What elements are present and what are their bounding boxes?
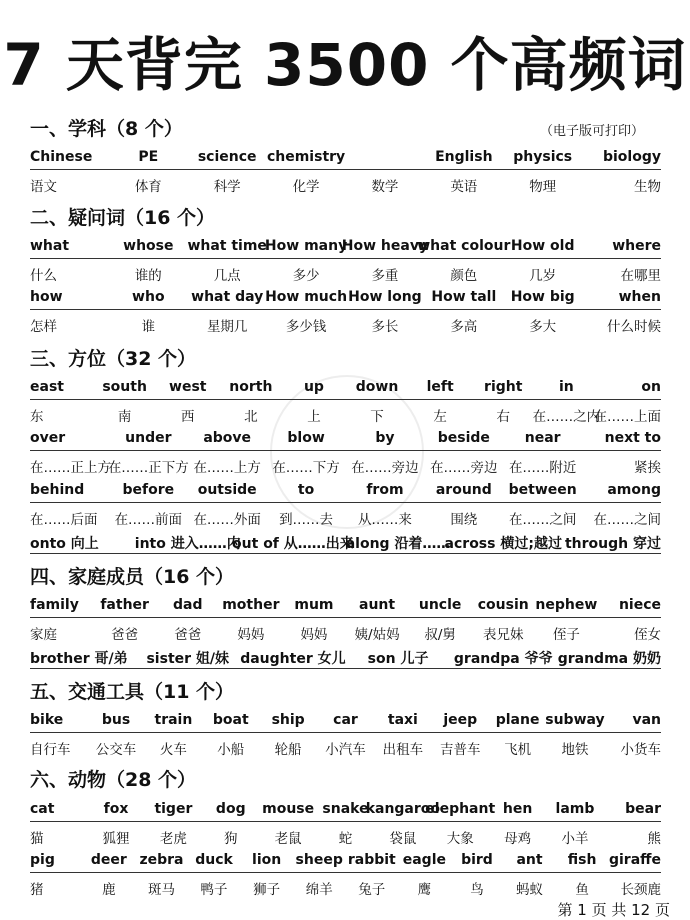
word-cell: 东	[30, 409, 44, 425]
word-cell: bird	[461, 852, 493, 868]
word-cell: 妈妈	[237, 627, 265, 643]
word-cell: 多少	[292, 268, 320, 284]
word-cell: 多少钱	[285, 319, 327, 335]
word-cell: 物理	[529, 179, 557, 195]
word-cell: 蚂蚁	[516, 882, 544, 898]
word-cell: How many	[264, 238, 348, 254]
word-cell: 狮子	[253, 882, 281, 898]
word-cell: 在……正下方	[107, 460, 189, 476]
english-word-row	[30, 850, 661, 873]
word-cell: 妈妈	[300, 627, 328, 643]
word-cell: 西	[181, 409, 195, 425]
word-cell: 围绕	[450, 512, 478, 528]
word-cell: 谁的	[134, 268, 162, 284]
word-cell: beside	[437, 430, 490, 446]
english-word-row	[30, 531, 661, 554]
english-word-row	[30, 147, 661, 170]
word-cell: east	[30, 379, 64, 395]
word-cell: what	[30, 238, 70, 254]
word-cell: 鸟	[470, 882, 484, 898]
page-number: 第 1 页 共 12 页	[557, 901, 670, 919]
page-title: 7 天背完 3500 个高频词	[3, 31, 687, 99]
word-cell: how	[30, 289, 63, 305]
word-cell: aunt	[359, 597, 396, 613]
word-cell: from	[366, 482, 404, 498]
word-cell: 长颈鹿	[620, 882, 661, 898]
word-cell: what colour	[417, 238, 511, 254]
word-cell: by	[375, 430, 395, 446]
word-cell: between	[508, 482, 577, 498]
word-cell: duck	[195, 852, 233, 868]
word-cell: brother 哥/弟	[30, 651, 128, 667]
word-cell: along 沿着……	[345, 536, 451, 552]
word-cell: 谁	[141, 319, 156, 335]
word-cell: north	[229, 379, 273, 395]
chinese-meaning-row	[30, 825, 661, 847]
word-cell: what time	[187, 238, 267, 254]
word-cell: dad	[173, 597, 203, 613]
word-cell: kangaroo	[365, 801, 441, 817]
word-cell: above	[203, 430, 252, 446]
word-cell: sister 姐/妹	[146, 651, 230, 667]
word-cell: biology	[602, 149, 661, 165]
english-word-row	[30, 236, 661, 259]
word-cell: 南	[117, 409, 132, 425]
word-cell: 地铁	[561, 742, 589, 758]
word-cell: 在……上方	[193, 460, 261, 476]
word-cell: 在……旁边	[430, 460, 498, 476]
word-cell: 化学	[292, 179, 320, 195]
chinese-meaning-row	[30, 403, 661, 425]
word-cell: 爸爸	[111, 627, 139, 643]
word-cell: ship	[271, 712, 305, 728]
word-cell: 多高	[450, 319, 478, 335]
english-word-row	[30, 595, 661, 618]
word-cell: bus	[101, 712, 131, 728]
word-cell: How much	[265, 289, 348, 305]
word-cell: 公交车	[95, 742, 137, 758]
english-word-row	[30, 287, 661, 310]
word-cell: sheep	[295, 852, 343, 868]
word-cell: jeep	[443, 712, 478, 728]
word-cell: nephew	[535, 597, 598, 613]
word-cell: 科学	[213, 179, 241, 195]
word-cell: 生物	[634, 179, 661, 195]
word-cell: bear	[625, 801, 661, 817]
word-cell: right	[484, 379, 523, 395]
word-cell: over	[30, 430, 66, 446]
word-cell: near	[524, 430, 561, 446]
word-cell: 小羊	[561, 831, 589, 847]
english-word-row	[30, 428, 661, 451]
word-cell: 小汽车	[325, 742, 366, 758]
word-cell: plane	[495, 712, 540, 728]
section-heading: 五、交通工具（11 个）	[30, 681, 235, 703]
word-cell: English	[435, 149, 493, 165]
word-cell: blow	[287, 430, 325, 446]
word-cell: 在……前面	[114, 512, 183, 528]
chinese-meaning-row	[30, 173, 661, 195]
chinese-meaning-row	[30, 736, 661, 758]
word-cell: 在……之间	[508, 512, 577, 528]
chinese-meaning-row	[30, 506, 661, 528]
word-cell: zebra	[139, 852, 184, 868]
word-cell: among	[607, 482, 661, 498]
word-cell: outside	[197, 482, 257, 498]
word-cell: grandma 奶奶	[557, 651, 661, 667]
chinese-meaning-row	[30, 262, 661, 284]
word-cell: car	[333, 712, 358, 728]
word-cell: 老虎	[159, 831, 187, 847]
word-cell: up	[303, 379, 324, 395]
chinese-meaning-row	[30, 313, 661, 335]
word-cell: 从……来	[357, 512, 412, 528]
word-cell: whose	[123, 238, 174, 254]
word-cell: deer	[90, 852, 127, 868]
word-cell: through 穿过	[564, 536, 661, 552]
word-cell: cat	[30, 801, 55, 817]
word-cell: ant	[516, 852, 543, 868]
word-cell: 爸爸	[174, 627, 202, 643]
word-cell: 飞机	[504, 742, 532, 758]
word-cell: 紧挨	[634, 460, 661, 476]
word-cell: hen	[502, 801, 533, 817]
word-cell: lamb	[555, 801, 595, 817]
word-cell: How long	[348, 289, 422, 305]
section-heading: 四、家庭成员（16 个）	[30, 566, 235, 588]
word-cell: down	[355, 379, 399, 395]
word-cell: daughter 女儿	[240, 651, 346, 667]
word-cell: rabbit	[347, 852, 396, 868]
word-cell: 什么	[30, 268, 57, 284]
word-cell: 多重	[371, 268, 399, 284]
word-cell: van	[632, 712, 661, 728]
word-cell: 大象	[446, 831, 474, 847]
word-cell: grandpa 爷爷	[453, 651, 553, 667]
word-cell: 鹿	[102, 882, 116, 898]
word-cell: mother	[222, 597, 280, 613]
word-cell: pig	[30, 852, 55, 868]
word-cell: 鱼	[575, 882, 589, 898]
word-cell: 体育	[134, 179, 162, 195]
english-word-row	[30, 799, 661, 822]
word-cell: 鸭子	[200, 882, 228, 898]
word-cell: 自行车	[30, 742, 71, 758]
word-cell: 在……附近	[508, 460, 577, 476]
word-cell: left	[426, 379, 454, 395]
word-cell: 叔/舅	[424, 627, 456, 643]
word-cell: 语文	[30, 179, 57, 195]
chinese-meaning-row	[30, 876, 661, 898]
word-cell: what day	[191, 289, 264, 305]
word-cell: 到……去	[279, 512, 334, 528]
word-cell: before	[122, 482, 175, 498]
word-cell: 火车	[159, 742, 187, 758]
word-cell: 颜色	[450, 268, 478, 284]
word-cell: 兔子	[358, 882, 386, 898]
word-cell: How old	[510, 238, 575, 254]
word-cell: 侄女	[634, 627, 661, 643]
word-cell: 在……正上方	[30, 460, 111, 476]
word-cell: 表兄妹	[483, 627, 524, 643]
section-heading: 一、学科（8 个）	[30, 118, 183, 140]
word-cell: Chinese	[30, 149, 93, 165]
word-cell: when	[618, 289, 661, 305]
word-cell: father	[100, 597, 149, 613]
word-cell: mum	[294, 597, 334, 613]
word-cell: 在……后面	[30, 512, 98, 528]
word-cell: tiger	[154, 801, 193, 817]
word-cell: PE	[138, 149, 159, 165]
word-cell: 在……旁边	[351, 460, 419, 476]
word-cell: around	[435, 482, 492, 498]
word-cell: snake	[322, 801, 369, 817]
word-cell: 姨/姑妈	[354, 627, 400, 643]
chinese-meaning-row	[30, 621, 661, 643]
word-cell: 在……上面	[593, 409, 661, 425]
word-cell: 北	[244, 409, 258, 425]
word-cell: next to	[604, 430, 661, 446]
word-cell: 熊	[647, 831, 661, 847]
word-cell: 小货车	[620, 742, 661, 758]
english-word-row	[30, 377, 661, 400]
word-cell: where	[612, 238, 661, 254]
word-cell: in	[558, 379, 574, 395]
word-cell: 小船	[217, 742, 245, 758]
word-cell: 上	[307, 409, 321, 425]
word-cell: taxi	[387, 712, 418, 728]
word-cell: west	[169, 379, 207, 395]
word-cell: 狗	[224, 831, 238, 847]
word-cell: on	[641, 379, 661, 395]
word-cell: family	[30, 597, 79, 613]
word-cell: 家庭	[30, 627, 57, 643]
word-cell: 在……外面	[193, 512, 261, 528]
section-heading: 三、方位（32 个）	[30, 348, 197, 370]
word-cell: 数学	[371, 179, 399, 195]
word-cell: 绵羊	[305, 882, 333, 898]
word-cell: onto 向上	[30, 536, 99, 552]
word-cell: behind	[30, 482, 85, 498]
word-cell: lion	[252, 852, 282, 868]
word-cell: bike	[30, 712, 64, 728]
word-cell: giraffe	[608, 852, 661, 868]
word-cell: uncle	[418, 597, 462, 613]
word-cell: dog	[215, 801, 246, 817]
word-cell: 轮船	[274, 742, 302, 758]
word-cell: out of 从……出来	[232, 536, 354, 552]
word-cell: 几点	[213, 268, 241, 284]
word-cell: 多大	[529, 319, 557, 335]
word-cell: How heavy	[341, 238, 429, 254]
word-cell: to	[297, 482, 315, 498]
word-cell: boat	[212, 712, 249, 728]
word-cell: 英语	[450, 179, 478, 195]
word-cell: 狐狸	[102, 831, 130, 847]
word-cell: 老鼠	[274, 831, 302, 847]
word-cell: who	[132, 289, 165, 305]
word-cell: 在……之内	[532, 409, 601, 425]
word-cell: chemistry	[266, 149, 346, 165]
word-cell: 右	[496, 409, 510, 425]
word-cell: 在……下方	[272, 460, 340, 476]
word-cell: 下	[370, 409, 384, 425]
section-heading: 二、疑问词（16 个）	[30, 207, 216, 229]
word-cell: 几岁	[529, 268, 557, 284]
word-cell: under	[125, 430, 172, 446]
word-cell: elephant	[425, 801, 496, 817]
word-cell: 吉普车	[439, 742, 481, 758]
printable-note: （电子版可打印）	[539, 124, 644, 139]
word-cell: across 横过;越过	[444, 536, 562, 552]
word-cell: 母鸡	[504, 831, 532, 847]
word-cell: 鹰	[417, 882, 432, 898]
word-cell: 猪	[30, 882, 44, 898]
english-word-row	[30, 646, 661, 669]
section-heading: 六、动物（28 个）	[30, 769, 197, 791]
word-cell: How big	[510, 289, 575, 305]
english-word-row	[30, 480, 661, 503]
word-cell: 星期几	[206, 319, 248, 335]
word-cell: niece	[618, 597, 661, 613]
word-cell: 猫	[30, 831, 44, 847]
word-cell: 侄子	[552, 627, 580, 643]
word-cell: fish	[567, 852, 597, 868]
word-cell: 在哪里	[620, 268, 661, 284]
word-cell: 出租车	[382, 742, 424, 758]
word-cell: 左	[433, 409, 447, 425]
word-cell: eagle	[402, 852, 447, 868]
word-cell: science	[197, 149, 257, 165]
word-cell: 斑马	[147, 882, 175, 898]
word-cell: fox	[103, 801, 129, 817]
english-word-row	[30, 710, 661, 733]
word-cell: 蛇	[338, 831, 353, 847]
word-cell: 多长	[371, 319, 399, 335]
word-cell: How tall	[431, 289, 497, 305]
word-cell: physics	[513, 149, 573, 165]
word-cell: subway	[545, 712, 605, 728]
word-cell: 什么时候	[607, 319, 661, 335]
word-cell: cousin	[477, 597, 529, 613]
word-cell: 袋鼠	[389, 831, 417, 847]
word-cell: 在……之间	[593, 512, 661, 528]
word-cell: south	[102, 379, 147, 395]
word-cell: mouse	[262, 801, 315, 817]
chinese-meaning-row	[30, 454, 661, 476]
word-cell: son 儿子	[367, 651, 429, 667]
word-cell: 怎样	[30, 319, 57, 335]
word-cell: into 进入……内	[134, 536, 241, 552]
word-cell: train	[154, 712, 193, 728]
